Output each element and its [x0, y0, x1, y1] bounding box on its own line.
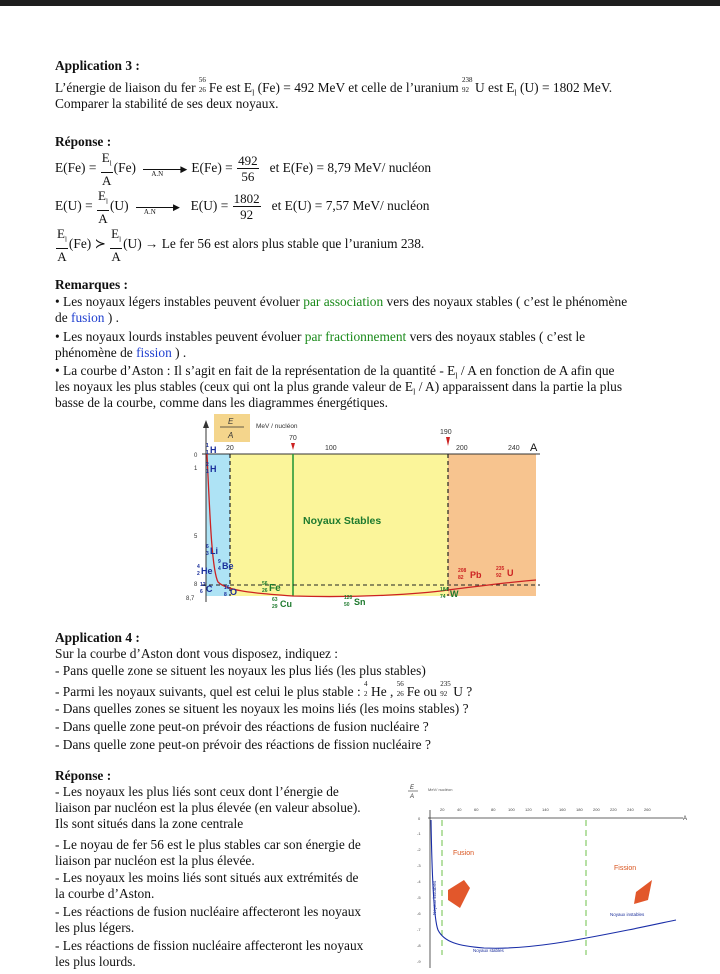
nuclide-charge: 26: [262, 588, 268, 594]
nuclide-charge: 29: [272, 604, 278, 610]
an-arrow: A.N ▶: [136, 202, 180, 212]
nuclide-mass: 120: [344, 595, 353, 601]
remarque-3-line2: les noyaux les plus stables (ceux qui ont la plus grande valeur de $E_l / A$) apparaissent dans la partie la plus: [55, 379, 623, 397]
nuclide-mass: 63: [272, 597, 278, 603]
nuclide-charge: 3: [206, 551, 209, 557]
nuclide-charge: 50: [344, 602, 350, 608]
x-tick: 100: [325, 445, 337, 452]
nuclide-mass: 6: [206, 544, 209, 550]
g2-x-tick: 160: [559, 807, 566, 812]
rep4-line: - Les réactions de fusion nucléaire affecteront les noyaux: [55, 904, 362, 919]
rep4-line: - Les noyaux les plus liés sont ceux dont l’énergie de: [55, 784, 339, 799]
remarque-1-cont: de fusion ) .: [55, 310, 119, 325]
nuclide-cu63: Cu: [280, 599, 292, 609]
g2-x-tick: 120: [525, 807, 532, 812]
x-tick: 200: [456, 445, 468, 452]
app4-q1: - Pans quelle zone se situent les noyaux les plus liés (les plus stables): [55, 663, 426, 678]
nuclide-mass: 56: [262, 581, 268, 587]
app3-title: Application 3 :: [55, 58, 140, 73]
g2-y-tick: -8: [417, 943, 421, 948]
fission-arrow-icon: [634, 880, 652, 904]
nuclide-u235: U: [507, 568, 514, 578]
nuclide-he4: He: [201, 566, 213, 576]
x-tick: 240: [508, 445, 520, 452]
fraction-el-a: $\frac{E_l}{A}$: [111, 226, 122, 264]
nuclide-he4: 4 2: [364, 680, 368, 698]
y-tick: 8: [194, 582, 198, 588]
app4-q5: - Dans quelle zone peut-on prévoir des réactions de fission nucléaire ?: [55, 737, 431, 752]
nuclide-w184: W: [450, 589, 459, 599]
rep4-line: les plus lourds.: [55, 954, 136, 969]
nuclide-mass: 12: [200, 582, 206, 588]
g2-x-tick: 80: [491, 807, 496, 812]
an-arrow: A.N ▶: [143, 164, 187, 174]
nuclide-mass: 9: [218, 559, 221, 565]
aston-curve-figure: [160, 410, 545, 615]
nuclide-fe56: Fe: [269, 583, 281, 594]
x-tick: 190: [440, 429, 452, 436]
x-axis-label: A: [530, 442, 538, 454]
nuclide-mass: 2: [206, 462, 209, 468]
noyaux-stables-label: Noyaux stables: [473, 948, 504, 953]
fraction-el-a: $\frac{E_l}{A}$: [101, 150, 112, 188]
g2-y-tick: -4: [417, 879, 421, 884]
nuclide-charge: 8: [224, 592, 227, 598]
noyaux-instables-right: Noyaux instables: [610, 912, 645, 917]
nuclide-mass: 1: [206, 443, 209, 449]
top-dark-bar: [0, 0, 720, 6]
g2-x-tick: 200: [593, 807, 600, 812]
ylabel-den: A: [228, 431, 234, 440]
g2-y-tick: -2: [417, 847, 421, 852]
fusion-fission-figure: [398, 780, 698, 970]
rep3-title: Réponse :: [55, 134, 112, 149]
nuclide-sn120: Sn: [354, 597, 366, 607]
nuclide-charge: 1: [206, 469, 209, 475]
g2-x-tick: 220: [610, 807, 617, 812]
app4-q2: - Parmi les noyaux suivants, quel est celui le plus stable : 4 2 He , 56 26 Fe ou 235 92 U ?: [55, 680, 473, 699]
nuclide-u238: 238 92: [462, 76, 473, 94]
g2-y-tick: -7: [417, 927, 421, 932]
y-tick: 8,7: [186, 596, 195, 602]
app3-statement: L’énergie de liaison du fer 56 26 Fe est $E_l$ (Fe) = 492 MeV et celle de l’uranium 238 92 U est $E_l$ (U) = 1802 MeV.: [55, 76, 613, 98]
fraction-492-56: $\frac{492}{56}$: [238, 153, 258, 185]
remarque-2-cont: phénomène de fission ) .: [55, 345, 187, 360]
g2-x-tick: 60: [474, 807, 479, 812]
nuclide-mass: 235: [496, 566, 505, 572]
g2-y-tick: -6: [417, 911, 421, 916]
remarque-3-line1: • La courbe d’Aston : Il s’agit en fait de la représentation de la quantité - $E_l$ / A en fonction de A afin que: [55, 363, 615, 381]
rep4-line: les plus légers.: [55, 920, 135, 935]
g2-x-tick: 140: [542, 807, 549, 812]
app3-question: Comparer la stabilité de ses deux noyaux.: [55, 96, 279, 111]
g2-x-tick: 260: [644, 807, 651, 812]
g2-x-tick: 240: [627, 807, 634, 812]
g2-x-tick: 20: [440, 807, 445, 812]
nuclide-o16: O: [230, 587, 238, 597]
rep4-line: - Le noyau de fer 56 est le plus stables car son énergie de: [55, 837, 361, 852]
g2-x-tick: 100: [508, 807, 515, 812]
rep4-line: la courbe d’Aston.: [55, 886, 155, 901]
nuclide-mass: 208: [458, 568, 467, 574]
g2-y-tick: -5: [417, 895, 421, 900]
remarque-1: • Les noyaux légers instables peuvent évoluer par association vers des noyaux stables ( c’est le phénomène: [55, 294, 628, 309]
rep4-line: liaison par nucléon est la plus élevée.: [55, 853, 255, 868]
g2-x-label: A: [683, 816, 688, 822]
nuclide-c12: C: [206, 584, 213, 594]
app4-q4: - Dans quelle zone peut-on prévoir des réactions de fusion nucléaire ?: [55, 719, 429, 734]
app4-intro: Sur la courbe d’Aston dont vous disposez, indiquez :: [55, 646, 339, 661]
fraction-1802-92: $\frac{1802}{92}$: [233, 191, 260, 223]
nuclide-charge: 92: [496, 573, 502, 579]
y-tick: 0: [194, 453, 198, 459]
nuclide-mass: 16: [224, 585, 230, 591]
remarques-title: Remarques :: [55, 277, 129, 292]
nuclide-charge: 2: [197, 571, 200, 577]
nuclide-h1: H: [210, 445, 217, 455]
rep4-line: liaison par nucléon est la plus élevée (en valeur absolue).: [55, 800, 361, 815]
nuclide-li6: Li: [210, 546, 218, 556]
app4-q3: - Dans quelles zones se situent les noyaux les moins liés (les moins stables) ?: [55, 701, 469, 716]
y-tick: 1: [194, 466, 198, 472]
y-tick: 5: [194, 534, 198, 540]
nuclide-fe56: 56 26: [396, 680, 404, 698]
g2-curve: [431, 820, 676, 948]
nuclide-u235: 235 92: [440, 680, 451, 698]
nuclide-be9: Be: [222, 561, 234, 571]
ylabel-num: E: [228, 417, 234, 426]
nuclide-mass: 4: [197, 564, 200, 570]
rep4-line: Ils sont situés dans la zone centrale: [55, 816, 244, 831]
nuclide-mass: 184: [440, 587, 449, 593]
fission-label: Fission: [614, 865, 637, 872]
g2-y-tick: -9: [417, 959, 421, 964]
remarque-3-line3: basse de la courbe, comme dans les diagrammes énergétiques.: [55, 395, 388, 410]
rep4-line: - Les noyaux les moins liés sont situés aux extrémités de: [55, 870, 359, 885]
nuclide-charge: 82: [458, 575, 464, 581]
fusion-arrow-icon: [448, 880, 470, 908]
equation-fe: E(Fe) = $\frac{E_l}{A}$ (Fe) A.N ▶ E(Fe) = $\frac{492}{56}$ et E(Fe) = 8,79 MeV/ nucléon: [55, 150, 432, 188]
remarque-2: • Les noyaux lourds instables peuvent évoluer par fractionnement vers des noyaux stables ( c’est le: [55, 329, 586, 344]
g2-ylabel-num: E: [410, 785, 415, 791]
nuclide-charge: 1: [206, 450, 209, 456]
g2-y-tick: -1: [417, 831, 421, 836]
g2-x-tick: 180: [576, 807, 583, 812]
app4-title: Application 4 :: [55, 630, 140, 645]
noyaux-instables-left: Noyaux instables: [432, 880, 437, 915]
nuclide-fe56: 56 26: [198, 76, 206, 94]
fraction-el-a: $\frac{E_l}{A}$: [98, 188, 108, 226]
nuclide-h2: H: [210, 464, 217, 474]
nuclide-pb208: Pb: [470, 570, 482, 580]
g2-x-tick: 40: [457, 807, 462, 812]
fraction-el-a: $\frac{E_l}{A}$: [57, 226, 67, 264]
nuclide-charge: 4: [218, 566, 221, 572]
stable-zone-label: Noyaux Stables: [303, 515, 382, 527]
g2-y-tick: 0: [418, 816, 421, 821]
fusion-label: Fusion: [453, 850, 475, 857]
comparison: $\frac{E_l}{A}$ (Fe) ≻ $\frac{E_l}{A}$ (U) → Le fer 56 est alors plus stable que l’uranium 238.: [57, 226, 425, 264]
x-tick: 70: [289, 435, 297, 442]
nuclide-charge: 74: [440, 594, 446, 600]
x-tick: 20: [226, 445, 234, 452]
g2-unit: MeV/ nucléon: [428, 787, 453, 792]
g2-ylabel-den: A: [410, 794, 415, 800]
g2-y-tick: -3: [417, 863, 421, 868]
unit-label: MeV / nucléon: [256, 423, 298, 430]
nuclide-charge: 6: [200, 589, 203, 595]
rep4-title: Réponse :: [55, 768, 112, 783]
rep4-line: - Les réactions de fission nucléaire affecteront les noyaux: [55, 938, 364, 953]
equation-u: E(U) = $\frac{E_l}{A}$ (U) A.N ▶ E(U) = $\frac{1802}{92}$ et E(U) = 7,57 MeV/ nucléon: [55, 188, 430, 226]
